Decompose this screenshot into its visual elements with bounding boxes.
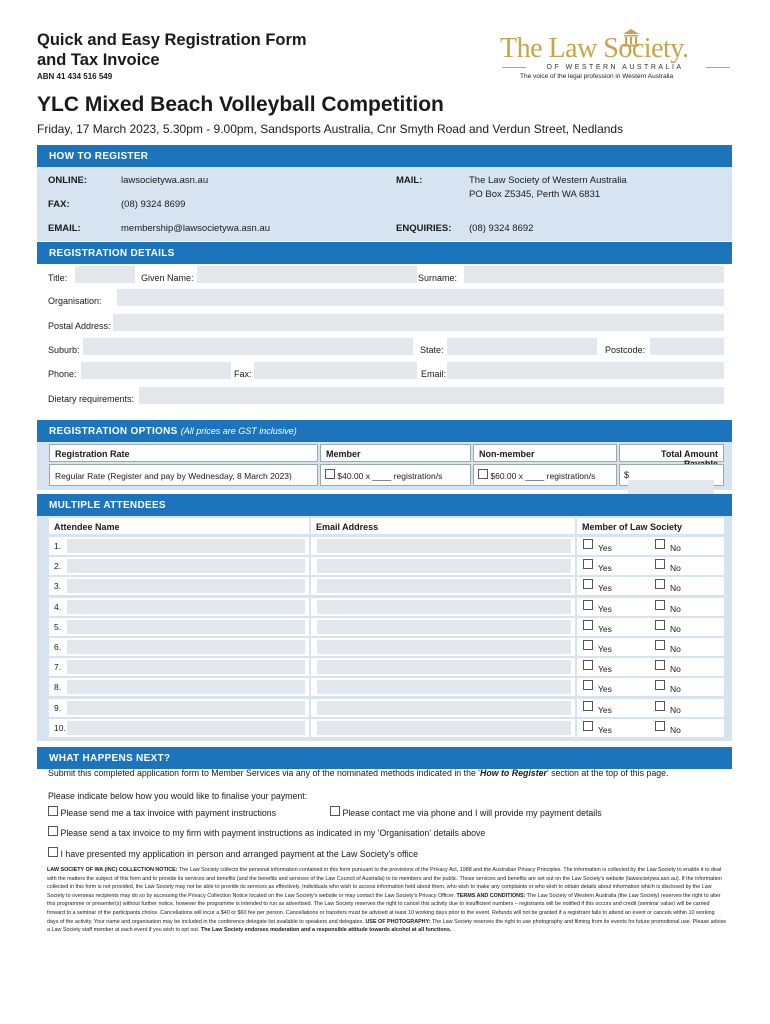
- attendee-no-checkbox[interactable]: [655, 721, 665, 731]
- payment-option-4: [48, 847, 418, 859]
- submit-post: ' section at the top of this page.: [546, 768, 669, 778]
- attendee-row: [37, 718, 732, 737]
- attendee-yes-checkbox[interactable]: [583, 600, 593, 610]
- dietary-field[interactable]: [139, 387, 724, 404]
- submit-how-to-register: How to Register: [479, 768, 547, 778]
- attendee-row: [37, 677, 732, 696]
- enquiries-label: ENQUIRIES:: [396, 223, 452, 234]
- attendee-no-label: No: [670, 664, 681, 675]
- suburb-field[interactable]: [83, 338, 413, 355]
- attendee-yes-checkbox[interactable]: [583, 539, 593, 549]
- mail-line-1: The Law Society of Western Australia: [469, 175, 627, 186]
- registration-options-panel: [37, 442, 732, 490]
- attendee-yes-label: Yes: [598, 623, 612, 634]
- attendee-yes-checkbox[interactable]: [583, 721, 593, 731]
- attendee-number: 10.: [49, 719, 309, 737]
- attendee-name-field[interactable]: [67, 640, 305, 654]
- attendee-no-label: No: [670, 644, 681, 654]
- attendee-email-field[interactable]: [317, 579, 571, 593]
- attendee-no-checkbox[interactable]: [655, 539, 665, 549]
- event-details: Friday, 17 March 2023, 5.30pm - 9.00pm, Sandsports Australia, Cnr Smyth Road and Verdun Street, Nedlands: [37, 122, 624, 136]
- attendee-no-checkbox[interactable]: [655, 620, 665, 630]
- attendee-name-field[interactable]: [67, 600, 305, 614]
- fax-field[interactable]: [254, 362, 417, 379]
- multiple-attendees-heading: MULTIPLE ATTENDEES: [37, 494, 732, 516]
- title-field[interactable]: [75, 266, 135, 283]
- suburb-label: Suburb:: [48, 345, 80, 355]
- payment-option-3-checkbox[interactable]: [48, 826, 58, 836]
- given-name-field[interactable]: [197, 266, 417, 283]
- collection-notice-heading: LAW SOCIETY OF WA (INC) COLLECTION NOTICE:: [47, 867, 178, 873]
- nonmember-price: $60.00 x: [490, 471, 523, 481]
- nonmember-unit: registration/s: [546, 471, 596, 481]
- fax-field-label: Fax:: [234, 369, 252, 379]
- attendee-row: [37, 698, 732, 717]
- attendee-no-checkbox[interactable]: [655, 701, 665, 711]
- col-member-header: Member: [320, 444, 471, 462]
- attendee-number: 2.: [49, 557, 309, 575]
- attendee-no-label: No: [670, 623, 681, 634]
- payment-option-4-checkbox[interactable]: [48, 847, 58, 857]
- online-link[interactable]: lawsocietywa.asn.au: [121, 175, 209, 186]
- attendee-number: 7.: [49, 658, 309, 676]
- form-title-line-1: Quick and Easy Registration Form: [37, 31, 307, 49]
- mail-line-2: PO Box Z5345, Perth WA 6831: [469, 189, 601, 200]
- logo-rule-right: [706, 67, 730, 68]
- attendee-yes-checkbox[interactable]: [583, 701, 593, 711]
- attendee-number: 8.: [49, 678, 309, 696]
- submit-pre: Submit this completed application form to Member Services via any of the nominated methods indicated in the ': [48, 768, 480, 778]
- payment-option-1-label: Please send me a tax invoice with payment instructions: [60, 808, 277, 818]
- attendee-number: 4.: [49, 598, 309, 616]
- how-to-register-heading: HOW TO REGISTER: [37, 145, 732, 167]
- attendee-number: 6.: [49, 638, 309, 656]
- state-field[interactable]: [447, 338, 597, 355]
- attendee-name-field[interactable]: [67, 539, 305, 553]
- attendee-no-label: No: [670, 724, 681, 735]
- attendee-name-field[interactable]: [67, 701, 305, 715]
- mail-label: MAIL:: [396, 175, 423, 186]
- online-label: ONLINE:: [48, 175, 88, 186]
- attendee-email-field[interactable]: [317, 701, 571, 715]
- attendee-name-field[interactable]: [67, 721, 305, 735]
- photography-text: The Law Society reserves the right to use photography and filming from its events for future promotional use. Please advise a Law Society staff member at each event if you wish to opt out.: [47, 918, 727, 934]
- form-title: [37, 30, 357, 70]
- given-name-label: Given Name:: [141, 273, 194, 283]
- terms-text: The Law Society of Western Australia (the Law Society) reserves the right to alter this programme or presenter(s) without further notice, however the programme is intended to run as advertised. The Law Society reserves the right to cancel this activity due to insufficient numbers – registrants will be notified if this occurs and credit (seminar value) will be carried forward to a seminar of the participants choice. Cancellations will incur a $40 or $60 fee per person. Cancellations or transfers must be advised at least 10 working days prior to the event. Refunds will not be granted if a registrant fails to attend an event or cancels within 10 working days of the activity. Your name and organisation may be included in the conference delegate list available to speakers and delegates.: [47, 892, 721, 925]
- payment-option-4-label: I have presented my application in person and arranged payment at the Law Society's office: [60, 849, 418, 859]
- collection-notice-text: The Law Society collects the personal information contained in this form pursuant to the provisions of the Privacy Act, 1988 and the Australian Privacy Principles. The information is collected by the Law Society to enable it to deal with the matters the subject of this form and to provide its services and benefits (and the benefits and services of the Law Council of Australia) to its members and the public. Those services and benefits are set out on the Law Society's website (lawsocietywa.asn.au). If the information collected in this form is not provided, the Law Society may not be able to provide its services as effectively. Individuals who wish to access information held about them, who wish to make any complaints or who wish to obtain details about information which is disclosed by the Law Society to overseas recipients may do so by accessing the Privacy Collection Notice located on the Law Society's website or may contact the Law Society's Privacy Officer.: [47, 867, 722, 899]
- attendee-name-field[interactable]: [67, 660, 305, 674]
- multiple-attendees-panel: [37, 516, 732, 741]
- attendee-yes-label: Yes: [598, 603, 612, 614]
- terms-heading: TERMS AND CONDITIONS:: [456, 892, 526, 899]
- attendee-no-label: No: [670, 583, 681, 594]
- attendee-row: [37, 617, 732, 636]
- attendee-email-field[interactable]: [317, 640, 571, 654]
- attendee-row: [37, 637, 732, 656]
- nonmember-price-cell: [473, 464, 617, 486]
- how-to-register-panel: [37, 167, 732, 241]
- dietary-label: Dietary requirements:: [48, 394, 135, 404]
- total-dollar-sign: $: [624, 470, 630, 480]
- logo-subtitle: OF WESTERN AUSTRALIA: [546, 64, 684, 71]
- registration-details-heading: REGISTRATION DETAILS: [37, 242, 732, 264]
- attendee-no-label: No: [670, 603, 681, 614]
- attendee-number: 1.: [49, 537, 309, 555]
- attendee-yes-label: Yes: [598, 644, 612, 654]
- logo-text: The Law Society.: [500, 33, 689, 64]
- attendee-email-field[interactable]: [317, 620, 571, 634]
- collection-notice: [47, 866, 727, 935]
- total-amount-field[interactable]: [628, 480, 714, 494]
- payment-option-1-checkbox[interactable]: [48, 806, 58, 816]
- attendee-row: [37, 556, 732, 575]
- gst-note: (All prices are GST inclusive): [180, 426, 297, 436]
- payment-option-3-label: Please send a tax invoice to my firm with payment instructions as indicated in my 'Organisation' details above: [60, 828, 486, 838]
- member-price-cell: [320, 464, 471, 486]
- attendee-name-field[interactable]: [67, 579, 305, 593]
- attendee-yes-label: Yes: [598, 684, 612, 695]
- attendee-row: [37, 597, 732, 616]
- payment-option-2-checkbox[interactable]: [330, 806, 340, 816]
- email-field-label: Email:: [421, 369, 447, 379]
- attendee-no-checkbox[interactable]: [655, 559, 665, 569]
- submit-instruction: [48, 768, 668, 778]
- postal-address-field[interactable]: [113, 314, 724, 331]
- postcode-label: Postcode:: [605, 345, 646, 355]
- member-unit: registration/s: [393, 471, 443, 481]
- attendee-number: 3.: [49, 577, 309, 595]
- attendee-yes-label: Yes: [598, 724, 612, 735]
- attendee-no-label: No: [670, 563, 681, 574]
- attendee-email-field[interactable]: [317, 600, 571, 614]
- logo-tagline: The voice of the legal profession in Western Australia: [520, 73, 674, 80]
- email-link[interactable]: membership@lawsocietywa.asn.au: [121, 223, 271, 234]
- postal-address-label: Postal Address:: [48, 321, 111, 331]
- attendee-name-field[interactable]: [67, 680, 305, 694]
- attendee-yes-checkbox[interactable]: [583, 640, 593, 650]
- attendee-yes-checkbox[interactable]: [583, 660, 593, 670]
- surname-label: Surname:: [418, 273, 458, 283]
- attendee-no-label: No: [670, 543, 681, 553]
- payment-option-3: [48, 826, 485, 838]
- photography-heading: USE OF PHOTOGRAPHY:: [365, 918, 431, 925]
- col-rate-header: Registration Rate: [49, 444, 318, 462]
- payment-option-2: [330, 806, 602, 818]
- member-qty-blank[interactable]: ____: [372, 471, 392, 481]
- attendee-name-header: Attendee Name: [49, 518, 309, 534]
- what-happens-next-heading: WHAT HAPPENS NEXT?: [37, 747, 732, 769]
- attendee-no-checkbox[interactable]: [655, 660, 665, 670]
- attendee-yes-checkbox[interactable]: [583, 579, 593, 589]
- surname-field[interactable]: [464, 266, 724, 283]
- attendee-no-checkbox[interactable]: [655, 600, 665, 610]
- payment-indicate-text: Please indicate below how you would like to finalise your payment:: [48, 791, 308, 801]
- attendee-no-label: No: [670, 684, 681, 695]
- abn-number: ABN 41 434 516 549: [37, 72, 113, 81]
- fax-number: (08) 9324 8699: [121, 199, 186, 210]
- postcode-field[interactable]: [650, 338, 724, 355]
- attendee-yes-label: Yes: [598, 563, 612, 574]
- email-label: EMAIL:: [48, 223, 81, 234]
- attendee-no-checkbox[interactable]: [655, 579, 665, 589]
- col-nonmember-header: Non-member: [473, 444, 617, 462]
- col-total-header: Total Amount: [619, 444, 724, 462]
- attendee-no-label: No: [670, 704, 681, 715]
- organisation-label: Organisation:: [48, 296, 102, 306]
- attendee-email-field[interactable]: [317, 680, 571, 694]
- title-label: Title:: [48, 273, 68, 283]
- attendee-yes-label: Yes: [598, 583, 612, 594]
- attendee-yes-checkbox[interactable]: [583, 559, 593, 569]
- attendee-email-field[interactable]: [317, 721, 571, 735]
- attendee-name-field[interactable]: [67, 620, 305, 634]
- organisation-field[interactable]: [117, 289, 724, 306]
- attendee-yes-label: Yes: [598, 704, 612, 715]
- form-title-line-2: and Tax Invoice: [37, 51, 160, 69]
- attendee-name-field[interactable]: [67, 559, 305, 573]
- attendee-number: 5.: [49, 618, 309, 636]
- attendee-yes-checkbox[interactable]: [583, 620, 593, 630]
- attendee-row: [37, 536, 732, 555]
- enquiries-number: (08) 9324 8692: [469, 223, 534, 234]
- total-cell: [619, 464, 724, 486]
- payment-option-2-label: Please contact me via phone and I will provide my payment details: [342, 808, 602, 818]
- nonmember-qty-blank[interactable]: ____: [525, 471, 545, 481]
- phone-label: Phone:: [48, 369, 77, 379]
- attendee-no-checkbox[interactable]: [655, 640, 665, 650]
- phone-field[interactable]: [81, 362, 231, 379]
- attendee-no-checkbox[interactable]: [655, 680, 665, 690]
- member-header: Member of Law Society: [577, 518, 724, 534]
- attendee-row: [37, 657, 732, 676]
- registration-options-heading: [37, 420, 732, 442]
- attendee-number: 9.: [49, 699, 309, 717]
- member-checkbox[interactable]: [325, 469, 335, 479]
- alcohol-statement: The Law Society endorses moderation and a responsible attitude towards alcohol at all functions.: [200, 927, 452, 934]
- attendee-row: [37, 576, 732, 595]
- registration-details-panel: [37, 264, 732, 412]
- attendee-email-field[interactable]: [317, 660, 571, 674]
- attendee-yes-label: Yes: [598, 543, 612, 553]
- email-address-header: Email Address: [311, 518, 575, 534]
- email-field[interactable]: [447, 362, 724, 379]
- fax-label: FAX:: [48, 199, 70, 210]
- member-price: $40.00 x: [337, 471, 370, 481]
- event-title: YLC Mixed Beach Volleyball Competition: [37, 93, 444, 116]
- nonmember-checkbox[interactable]: [478, 469, 488, 479]
- attendee-yes-checkbox[interactable]: [583, 680, 593, 690]
- regular-rate-cell: Regular Rate (Register and pay by Wednesday, 8 March 2023): [49, 464, 318, 486]
- attendee-yes-label: Yes: [598, 664, 612, 675]
- attendee-email-field[interactable]: [317, 539, 571, 553]
- payment-option-1: [48, 806, 276, 818]
- registration-options-title: REGISTRATION OPTIONS: [49, 426, 178, 437]
- attendee-email-field[interactable]: [317, 559, 571, 573]
- state-label: State:: [420, 345, 444, 355]
